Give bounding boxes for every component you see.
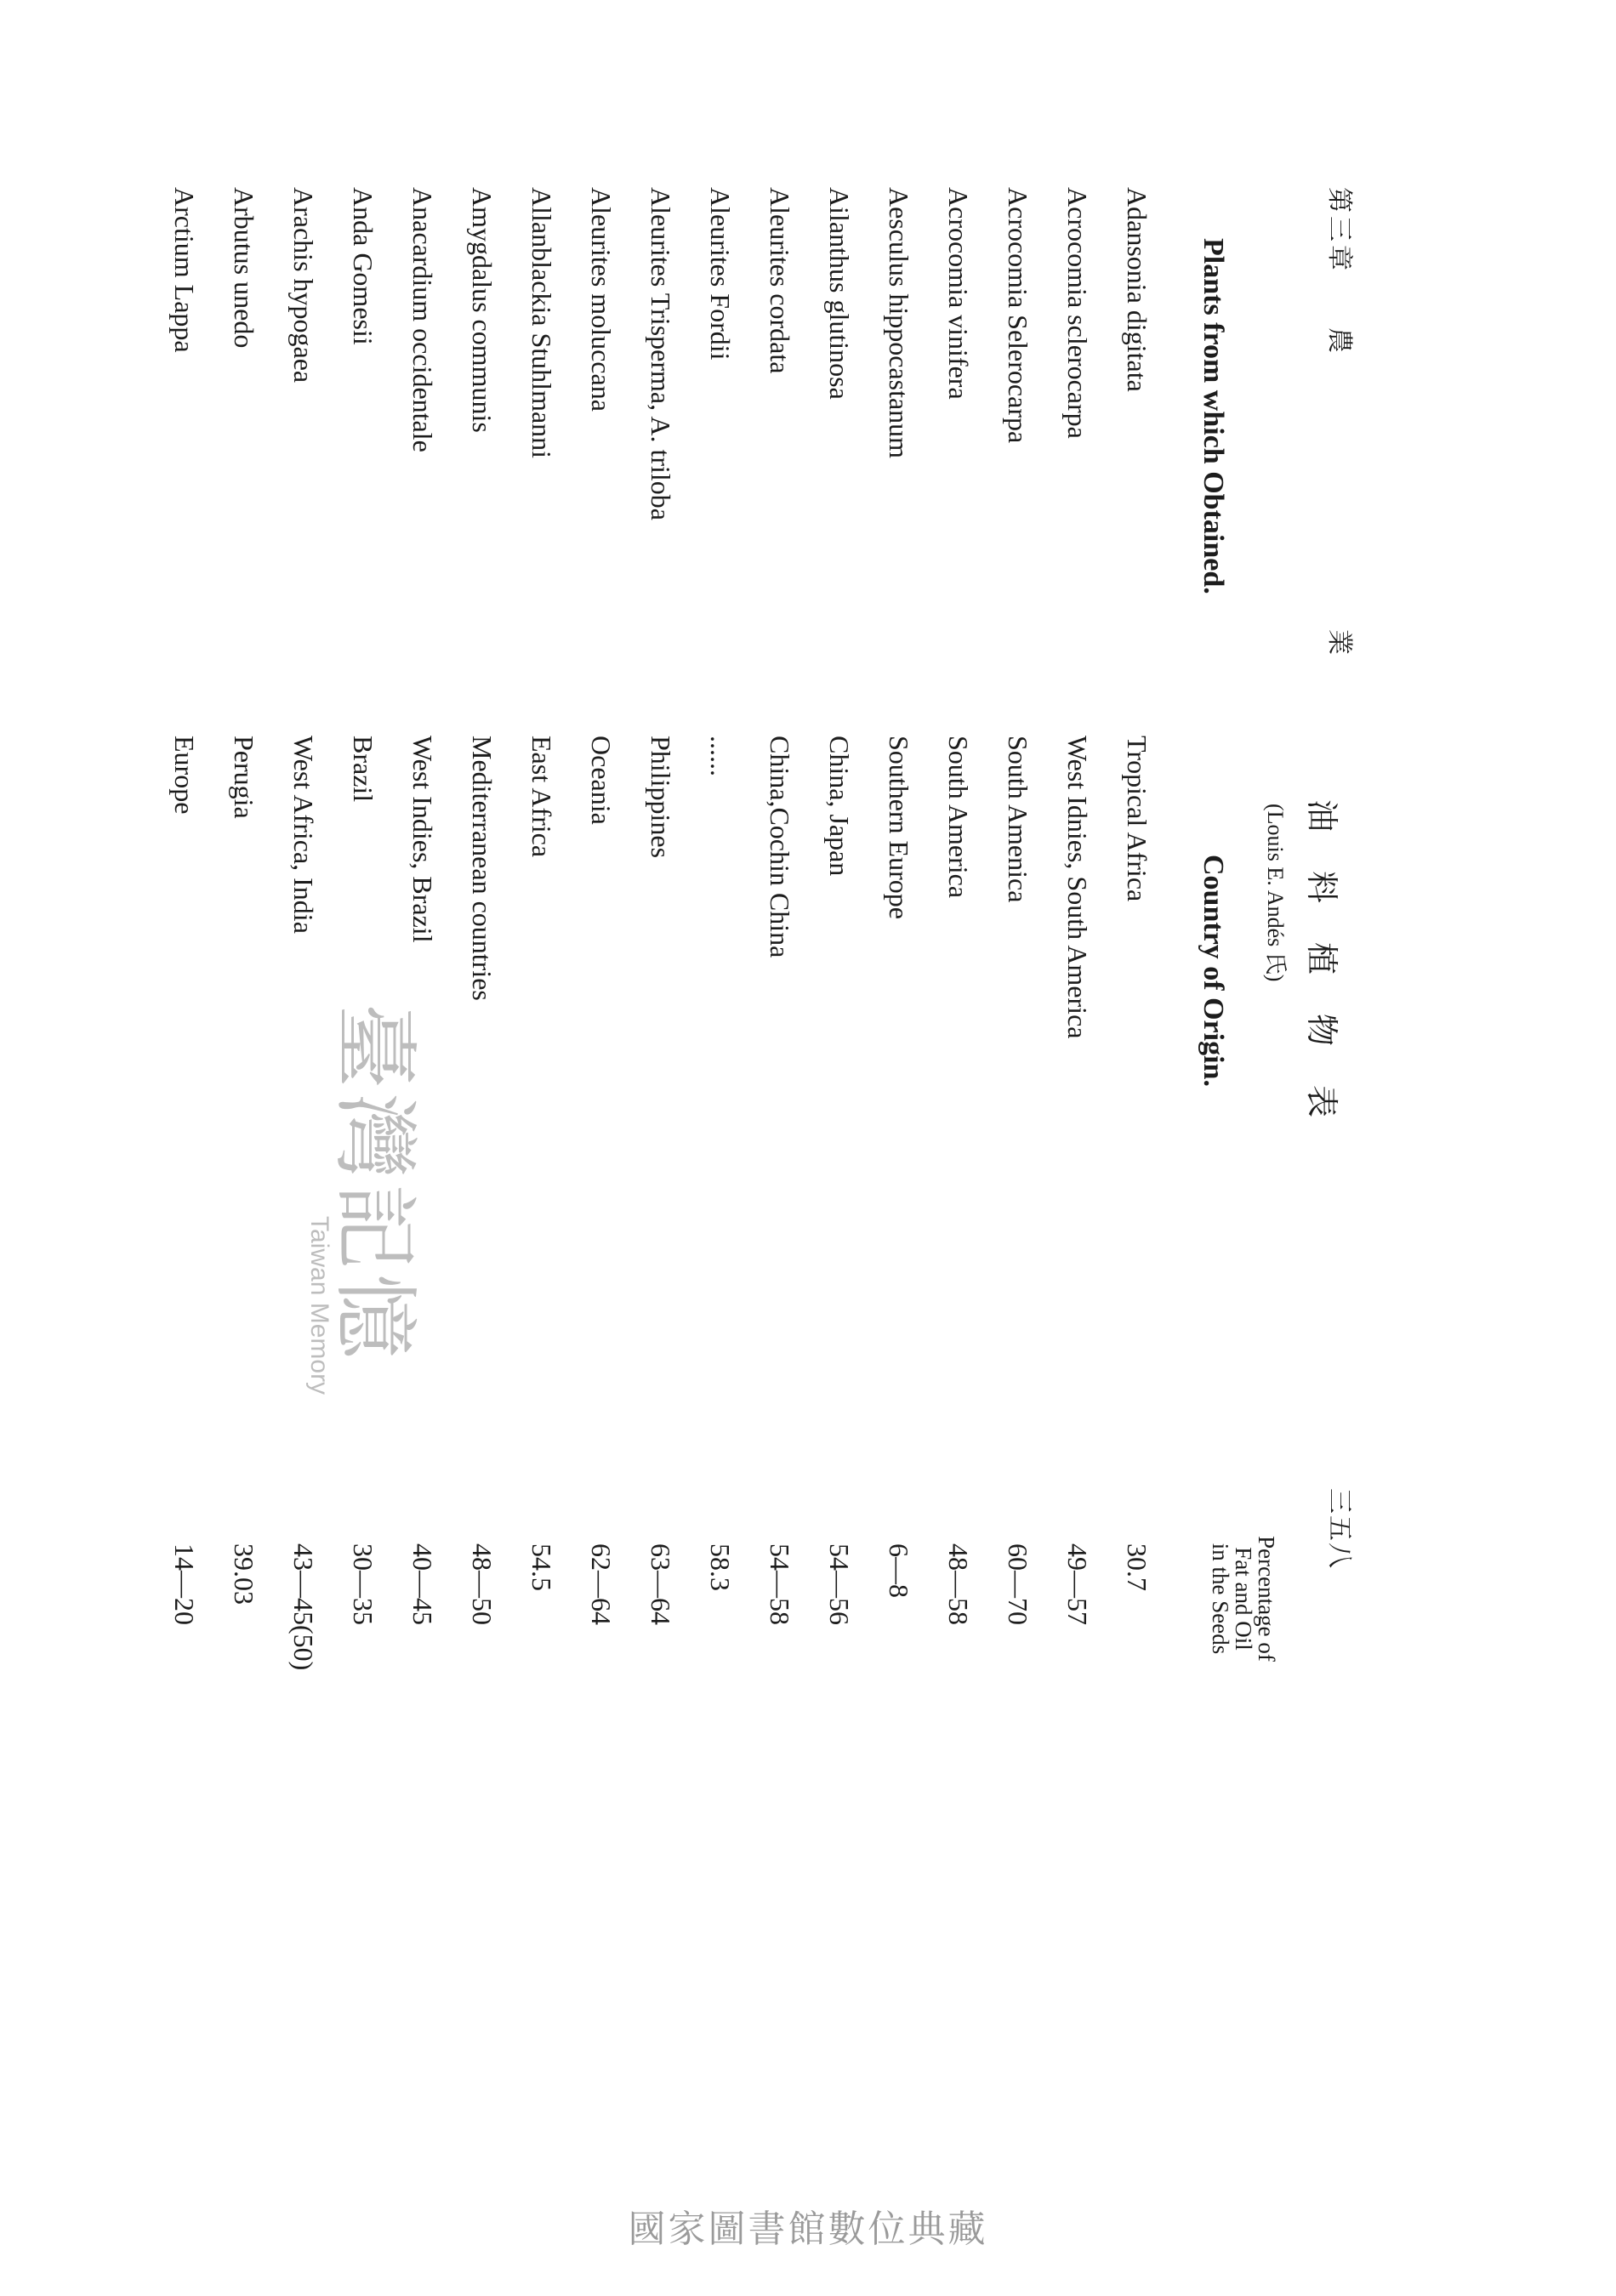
watermark-text: 臺灣記憶 xyxy=(325,1003,424,1364)
plant-name: Aleurites Trisperma, A. triloba xyxy=(646,187,676,520)
table-row xyxy=(438,187,498,1888)
plant-name: Arachis hypogaea xyxy=(288,187,319,384)
plant-name: Arbutus unedo xyxy=(229,187,259,349)
country-of-origin: South Amenica xyxy=(1003,736,1033,903)
table-title: 油料植物表 xyxy=(1303,799,1340,1157)
oil-percentage: 49—57 xyxy=(1062,1543,1093,1625)
column-header-percentage-line: Percentage of xyxy=(1254,1536,1279,1662)
table-row xyxy=(1093,187,1152,1888)
oil-percentage: 54.5 xyxy=(526,1543,557,1591)
country-of-origin: Perugia xyxy=(229,736,259,819)
table-row xyxy=(200,187,259,1888)
plant-name: Aleurites Fordii xyxy=(705,187,736,361)
plant-name: Aleurites moluccana xyxy=(586,187,617,412)
table-source: (Louis E. Andés 氏) xyxy=(1263,804,1288,982)
plant-name: Aesculus hippocastanum xyxy=(884,187,914,459)
oil-percentage: 48—50 xyxy=(467,1543,498,1625)
oil-percentage: 58.3 xyxy=(705,1543,736,1591)
watermark-subtext: Taiwan Memory xyxy=(305,1216,333,1395)
plant-name: Adansonia digitata xyxy=(1122,187,1152,392)
country-of-origin: East Africa xyxy=(526,736,557,858)
table-row xyxy=(498,187,557,1888)
column-header-percentage xyxy=(1209,1497,1277,1701)
country-of-origin: South America xyxy=(943,736,974,899)
column-header-percentage-line: Fat and Oil xyxy=(1231,1547,1256,1651)
oil-percentage: 43—45(50) xyxy=(288,1543,319,1671)
column-header-country: Country of Origin. xyxy=(1198,855,1229,1087)
chapter-label: 第三章 xyxy=(1324,187,1354,274)
plant-name: Amygdalus communis xyxy=(467,187,498,433)
table-row xyxy=(140,187,200,1888)
country-of-origin: China, Japan xyxy=(824,736,855,877)
table-row xyxy=(855,187,914,1888)
oil-percentage: 40—45 xyxy=(407,1543,438,1625)
oil-percentage: 60—70 xyxy=(1003,1543,1033,1625)
table-row xyxy=(795,187,855,1888)
section-label-2: 業 xyxy=(1324,629,1354,655)
column-header-percentage-line: in the Seeds xyxy=(1208,1543,1233,1655)
table-row xyxy=(676,187,736,1888)
country-of-origin: Tropical Africa xyxy=(1122,736,1152,902)
plant-name: Ailanthus glutinosa xyxy=(824,187,855,400)
plant-name: Anacardium occidentale xyxy=(407,187,438,452)
plant-name: Acrocomia sclerocarpa xyxy=(1062,187,1093,439)
oil-percentage: 39.03 xyxy=(229,1543,259,1605)
oil-percentage: 14—20 xyxy=(169,1543,200,1625)
country-of-origin: West Idnies, South America xyxy=(1062,736,1093,1039)
section-label: 農 xyxy=(1324,327,1354,353)
oil-percentage: 30.7 xyxy=(1122,1543,1152,1591)
country-of-origin: West Africa, India xyxy=(288,736,319,934)
plant-name: Arctium Lappa xyxy=(169,187,200,353)
footer-archive-label: 國家圖書館數位典藏 xyxy=(628,2208,988,2251)
oil-percentage: 6—8 xyxy=(884,1543,914,1598)
plant-name: Aleurites cordata xyxy=(765,187,795,374)
oil-percentage: 30—35 xyxy=(348,1543,378,1625)
country-of-origin: Europe xyxy=(169,736,200,815)
plant-name: Acrocomia vinifera xyxy=(943,187,974,400)
table-row xyxy=(914,187,974,1888)
oil-percentage: 54—56 xyxy=(824,1543,855,1625)
table-row xyxy=(736,187,795,1888)
table-row xyxy=(617,187,676,1888)
watermark-logo xyxy=(298,1003,424,1480)
plant-name: Anda Gomesii xyxy=(348,187,378,345)
table-row xyxy=(974,187,1033,1888)
column-header-plants: Plants from which Obtained. xyxy=(1198,238,1229,594)
plant-name: Acrocomia Selerocarpa xyxy=(1003,187,1033,444)
country-of-origin: Southern Europe xyxy=(884,736,914,919)
table-row xyxy=(557,187,617,1888)
country-of-origin: Oceania xyxy=(586,736,617,825)
table-row xyxy=(1033,187,1093,1888)
country-of-origin: Brazil xyxy=(348,736,378,803)
country-of-origin: West Indies, Brazil xyxy=(407,736,438,943)
country-of-origin: China,Cochin China xyxy=(765,736,795,958)
country-of-origin: Mediterranean countries xyxy=(467,736,498,1001)
plant-name: Allanblackia Stuhlmanni xyxy=(526,187,557,459)
page-number: 三五八 xyxy=(1324,1488,1354,1570)
rotated-page xyxy=(169,170,1369,2296)
country-of-origin: Philippines xyxy=(646,736,676,859)
running-head xyxy=(1318,187,1361,2262)
oil-percentage: 48—58 xyxy=(943,1543,974,1625)
oil-percentage: 62—64 xyxy=(586,1543,617,1625)
country-of-origin: ...... xyxy=(705,736,736,776)
oil-percentage: 63—64 xyxy=(646,1543,676,1625)
oil-percentage: 54—58 xyxy=(765,1543,795,1625)
